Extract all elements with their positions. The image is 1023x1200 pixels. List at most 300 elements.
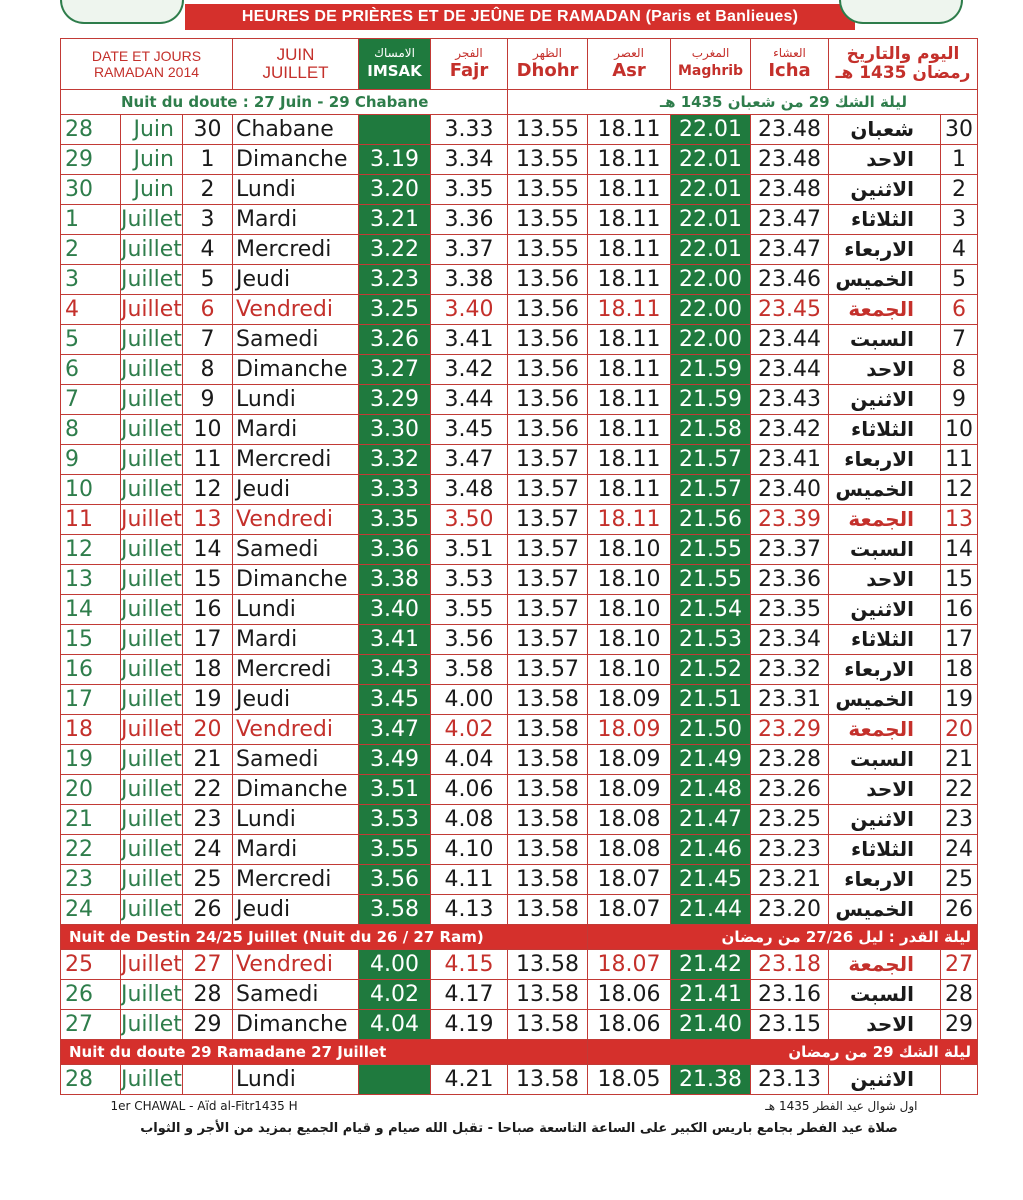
arabic-weekday-cell: الاربعاء <box>829 235 941 265</box>
day-number-cell: 28 <box>183 980 233 1010</box>
dhohr-time-cell: 13.58 <box>508 1065 588 1095</box>
icha-time-cell: 23.21 <box>751 865 829 895</box>
imsak-time-cell: 3.30 <box>359 415 431 445</box>
asr-time-cell: 18.11 <box>588 235 671 265</box>
imsak-time-cell: 3.43 <box>359 655 431 685</box>
table-row <box>61 895 978 925</box>
table-row <box>61 980 978 1010</box>
arabic-day-number-cell: 19 <box>941 685 978 715</box>
weekday-cell: Mardi <box>233 625 359 655</box>
icha-time-cell: 23.36 <box>751 565 829 595</box>
month-cell: Juillet <box>121 235 183 265</box>
ramadan-day-cell: 28 <box>61 1065 121 1095</box>
fajr-time-cell: 4.06 <box>431 775 508 805</box>
imsak-time-cell: 3.41 <box>359 625 431 655</box>
asr-time-cell: 18.10 <box>588 655 671 685</box>
month-cell: Juillet <box>121 505 183 535</box>
maghrib-time-cell: 21.55 <box>671 565 751 595</box>
month-cell: Juillet <box>121 475 183 505</box>
arabic-day-number-cell: 7 <box>941 325 978 355</box>
icha-time-cell: 23.44 <box>751 325 829 355</box>
imsak-time-cell: 3.21 <box>359 205 431 235</box>
icha-time-cell: 23.42 <box>751 415 829 445</box>
arabic-day-number-cell: 9 <box>941 385 978 415</box>
month-cell: Juillet <box>121 1065 183 1095</box>
maghrib-time-cell: 21.57 <box>671 475 751 505</box>
maghrib-time-cell: 22.00 <box>671 325 751 355</box>
day-number-cell: 30 <box>183 115 233 145</box>
doubt-note-fr: Nuit du doute : 27 Juin - 29 Chabane <box>61 90 508 115</box>
imsak-time-cell <box>359 115 431 145</box>
arabic-weekday-cell: الاحد <box>829 145 941 175</box>
dhohr-time-cell: 13.55 <box>508 205 588 235</box>
prayer-schedule-table <box>60 38 978 1139</box>
doubt-banner-ar: ليلة الشك 29 من رمضان <box>588 1040 978 1065</box>
imsak-time-cell: 3.29 <box>359 385 431 415</box>
asr-time-cell: 18.11 <box>588 175 671 205</box>
imsak-time-cell: 3.19 <box>359 145 431 175</box>
arabic-day-number-cell: 5 <box>941 265 978 295</box>
fajr-time-cell: 3.34 <box>431 145 508 175</box>
maghrib-time-cell: 21.52 <box>671 655 751 685</box>
imsak-time-cell: 3.58 <box>359 895 431 925</box>
maghrib-time-cell: 21.50 <box>671 715 751 745</box>
table-row <box>61 235 978 265</box>
day-number-cell: 8 <box>183 355 233 385</box>
destiny-banner-fr: Nuit de Destin 24/25 Juillet (Nuit du 26 / 27 Ram) <box>61 925 588 950</box>
day-number-cell: 3 <box>183 205 233 235</box>
weekday-cell: Vendredi <box>233 505 359 535</box>
icha-time-cell: 23.46 <box>751 265 829 295</box>
icha-time-cell: 23.45 <box>751 295 829 325</box>
table-row <box>61 950 978 980</box>
arabic-day-number-cell: 1 <box>941 145 978 175</box>
dhohr-time-cell: 13.55 <box>508 175 588 205</box>
weekday-cell: Dimanche <box>233 775 359 805</box>
imsak-time-cell: 3.20 <box>359 175 431 205</box>
weekday-cell: Dimanche <box>233 565 359 595</box>
asr-time-cell: 18.11 <box>588 145 671 175</box>
table-row <box>61 355 978 385</box>
month-cell: Juillet <box>121 205 183 235</box>
weekday-cell: Mercredi <box>233 655 359 685</box>
weekday-cell: Mardi <box>233 205 359 235</box>
ramadan-day-cell: 13 <box>61 565 121 595</box>
arabic-weekday-cell: الاثنين <box>829 1065 941 1095</box>
asr-time-cell: 18.08 <box>588 805 671 835</box>
imsak-time-cell: 4.04 <box>359 1010 431 1040</box>
dhohr-time-cell: 13.55 <box>508 235 588 265</box>
asr-time-cell: 18.07 <box>588 950 671 980</box>
ramadan-day-cell: 5 <box>61 325 121 355</box>
table-row <box>61 415 978 445</box>
maghrib-time-cell: 22.01 <box>671 145 751 175</box>
month-cell: Juin <box>121 175 183 205</box>
arabic-day-number-cell: 2 <box>941 175 978 205</box>
table-row <box>61 145 978 175</box>
fajr-time-cell: 4.00 <box>431 685 508 715</box>
dhohr-time-cell: 13.57 <box>508 595 588 625</box>
dhohr-time-cell: 13.58 <box>508 835 588 865</box>
ramadan-day-cell: 10 <box>61 475 121 505</box>
weekday-cell: Samedi <box>233 325 359 355</box>
destiny-night-banner <box>61 925 978 950</box>
weekday-cell: Vendredi <box>233 950 359 980</box>
asr-time-cell: 18.08 <box>588 835 671 865</box>
day-number-cell: 7 <box>183 325 233 355</box>
month-cell: Juillet <box>121 775 183 805</box>
fajr-time-cell: 3.33 <box>431 115 508 145</box>
fajr-time-cell: 4.15 <box>431 950 508 980</box>
imsak-time-cell: 4.00 <box>359 950 431 980</box>
arabic-day-number-cell: 21 <box>941 745 978 775</box>
arabic-weekday-cell: الثلاثاء <box>829 205 941 235</box>
maghrib-time-cell: 22.00 <box>671 265 751 295</box>
table-row <box>61 685 978 715</box>
icha-time-cell: 23.48 <box>751 145 829 175</box>
imsak-time-cell: 3.53 <box>359 805 431 835</box>
month-cell: Juillet <box>121 295 183 325</box>
maghrib-header: المغرب Maghrib <box>671 39 751 90</box>
weekday-cell: Lundi <box>233 175 359 205</box>
asr-time-cell: 18.11 <box>588 415 671 445</box>
asr-time-cell: 18.09 <box>588 745 671 775</box>
weekday-cell: Jeudi <box>233 685 359 715</box>
icha-time-cell: 23.26 <box>751 775 829 805</box>
ramadan-day-cell: 25 <box>61 950 121 980</box>
icha-time-cell: 23.28 <box>751 745 829 775</box>
arabic-weekday-cell: الاثنين <box>829 805 941 835</box>
dhohr-time-cell: 13.57 <box>508 655 588 685</box>
day-number-cell: 22 <box>183 775 233 805</box>
maghrib-time-cell: 21.53 <box>671 625 751 655</box>
icha-time-cell: 23.20 <box>751 895 829 925</box>
dhohr-time-cell: 13.58 <box>508 865 588 895</box>
maghrib-time-cell: 21.46 <box>671 835 751 865</box>
maghrib-time-cell: 21.48 <box>671 775 751 805</box>
imsak-time-cell: 3.22 <box>359 235 431 265</box>
arabic-day-number-cell: 23 <box>941 805 978 835</box>
asr-time-cell: 18.10 <box>588 565 671 595</box>
day-number-cell: 25 <box>183 865 233 895</box>
asr-time-cell: 18.11 <box>588 265 671 295</box>
dhohr-time-cell: 13.56 <box>508 385 588 415</box>
day-number-cell: 21 <box>183 745 233 775</box>
fajr-time-cell: 4.02 <box>431 715 508 745</box>
icha-time-cell: 23.40 <box>751 475 829 505</box>
maghrib-time-cell: 21.42 <box>671 950 751 980</box>
arabic-weekday-cell: الاحد <box>829 355 941 385</box>
table-row <box>61 595 978 625</box>
dhohr-time-cell: 13.57 <box>508 565 588 595</box>
dhohr-time-cell: 13.58 <box>508 745 588 775</box>
table-row <box>61 535 978 565</box>
maghrib-time-cell: 21.56 <box>671 505 751 535</box>
fajr-time-cell: 3.37 <box>431 235 508 265</box>
arabic-day-number-cell: 25 <box>941 865 978 895</box>
ramadan-day-cell: 11 <box>61 505 121 535</box>
arabic-weekday-cell: الجمعة <box>829 295 941 325</box>
day-number-cell: 16 <box>183 595 233 625</box>
table-row <box>61 565 978 595</box>
asr-time-cell: 18.11 <box>588 295 671 325</box>
eid-prayer-footer <box>61 1117 978 1139</box>
arabic-weekday-cell: الاربعاء <box>829 445 941 475</box>
arabic-weekday-cell: شعبان <box>829 115 941 145</box>
chawal-ar: اول شوال عيد الفطر 1435 هـ <box>765 1099 918 1113</box>
asr-time-cell: 18.09 <box>588 775 671 805</box>
asr-time-cell: 18.11 <box>588 115 671 145</box>
fajr-time-cell: 4.04 <box>431 745 508 775</box>
maghrib-time-cell: 21.55 <box>671 535 751 565</box>
asr-time-cell: 18.11 <box>588 385 671 415</box>
imsak-time-cell: 3.49 <box>359 745 431 775</box>
month-cell: Juillet <box>121 1010 183 1040</box>
icha-time-cell: 23.44 <box>751 355 829 385</box>
month-cell: Juillet <box>121 355 183 385</box>
fajr-time-cell: 3.48 <box>431 475 508 505</box>
fajr-time-cell: 3.56 <box>431 625 508 655</box>
weekday-cell: Lundi <box>233 595 359 625</box>
imsak-time-cell: 4.02 <box>359 980 431 1010</box>
fajr-time-cell: 3.45 <box>431 415 508 445</box>
arabic-weekday-cell: الخميس <box>829 685 941 715</box>
fajr-time-cell: 3.53 <box>431 565 508 595</box>
fajr-time-cell: 3.47 <box>431 445 508 475</box>
weekday-cell: Dimanche <box>233 355 359 385</box>
ramadan-day-cell: 12 <box>61 535 121 565</box>
weekday-cell: Lundi <box>233 1065 359 1095</box>
dhohr-time-cell: 13.58 <box>508 950 588 980</box>
arabic-weekday-cell: الخميس <box>829 475 941 505</box>
dhohr-time-cell: 13.58 <box>508 715 588 745</box>
table-row <box>61 835 978 865</box>
weekday-cell: Lundi <box>233 805 359 835</box>
maghrib-time-cell: 21.40 <box>671 1010 751 1040</box>
ramadan-day-cell: 4 <box>61 295 121 325</box>
weekday-cell: Vendredi <box>233 715 359 745</box>
maghrib-time-cell: 22.01 <box>671 235 751 265</box>
day-number-cell: 27 <box>183 950 233 980</box>
icha-time-cell: 23.35 <box>751 595 829 625</box>
month-cell: Juillet <box>121 865 183 895</box>
fajr-time-cell: 3.51 <box>431 535 508 565</box>
dhohr-time-cell: 13.56 <box>508 325 588 355</box>
imsak-time-cell: 3.25 <box>359 295 431 325</box>
weekday-cell: Jeudi <box>233 895 359 925</box>
weekday-cell: Mercredi <box>233 235 359 265</box>
icha-time-cell: 23.25 <box>751 805 829 835</box>
arabic-weekday-cell: الاثنين <box>829 385 941 415</box>
icha-time-cell: 23.39 <box>751 505 829 535</box>
asr-time-cell: 18.11 <box>588 205 671 235</box>
arabic-weekday-cell: السبت <box>829 535 941 565</box>
page-title: HEURES DE PRIÈRES ET DE JEÛNE DE RAMADAN (Paris et Banlieues) <box>185 4 855 30</box>
dhohr-time-cell: 13.56 <box>508 355 588 385</box>
ramadan-day-cell: 27 <box>61 1010 121 1040</box>
arabic-day-number-cell: 11 <box>941 445 978 475</box>
fajr-time-cell: 4.13 <box>431 895 508 925</box>
day-number-cell: 5 <box>183 265 233 295</box>
day-number-cell: 19 <box>183 685 233 715</box>
imsak-time-cell: 3.35 <box>359 505 431 535</box>
ramadan-day-cell: 16 <box>61 655 121 685</box>
fajr-time-cell: 4.08 <box>431 805 508 835</box>
arabic-day-number-cell: 27 <box>941 950 978 980</box>
day-number-cell: 18 <box>183 655 233 685</box>
doubt-banner-fr: Nuit du doute 29 Ramadane 27 Juillet <box>61 1040 588 1065</box>
doubt-night-banner <box>61 1040 978 1065</box>
imsak-time-cell: 3.55 <box>359 835 431 865</box>
arabic-weekday-cell: الجمعة <box>829 505 941 535</box>
month-cell: Juillet <box>121 265 183 295</box>
month-cell: Juillet <box>121 895 183 925</box>
table-row <box>61 865 978 895</box>
fajr-time-cell: 3.58 <box>431 655 508 685</box>
ramadan-day-cell: 23 <box>61 865 121 895</box>
imsak-header: الامساك IMSAK <box>359 39 431 90</box>
table-row <box>61 175 978 205</box>
dhohr-time-cell: 13.57 <box>508 505 588 535</box>
arabic-weekday-cell: الثلاثاء <box>829 415 941 445</box>
weekday-cell: Samedi <box>233 535 359 565</box>
arabic-day-number-cell: 8 <box>941 355 978 385</box>
day-number-cell: 15 <box>183 565 233 595</box>
table-row <box>61 205 978 235</box>
asr-time-cell: 18.11 <box>588 355 671 385</box>
arabic-weekday-cell: السبت <box>829 325 941 355</box>
weekday-cell: Mercredi <box>233 865 359 895</box>
maghrib-time-cell: 21.41 <box>671 980 751 1010</box>
icha-time-cell: 23.41 <box>751 445 829 475</box>
arabic-day-number-cell: 18 <box>941 655 978 685</box>
fajr-time-cell: 3.40 <box>431 295 508 325</box>
chawal-footer <box>61 1095 978 1118</box>
weekday-cell: Jeudi <box>233 475 359 505</box>
dhohr-time-cell: 13.55 <box>508 115 588 145</box>
day-number-cell: 24 <box>183 835 233 865</box>
dhohr-time-cell: 13.58 <box>508 685 588 715</box>
arabic-day-number-cell: 12 <box>941 475 978 505</box>
maghrib-time-cell: 21.59 <box>671 385 751 415</box>
fajr-time-cell: 4.19 <box>431 1010 508 1040</box>
arabic-weekday-cell: الجمعة <box>829 715 941 745</box>
arabic-day-number-cell: 6 <box>941 295 978 325</box>
icha-time-cell: 23.32 <box>751 655 829 685</box>
ramadan-day-cell: 14 <box>61 595 121 625</box>
imsak-time-cell: 3.23 <box>359 265 431 295</box>
ramadan-day-cell: 17 <box>61 685 121 715</box>
asr-time-cell: 18.11 <box>588 445 671 475</box>
fajr-time-cell: 3.41 <box>431 325 508 355</box>
table-row <box>61 655 978 685</box>
day-number-cell: 17 <box>183 625 233 655</box>
arabic-day-number-cell <box>941 1065 978 1095</box>
weekday-cell: Mardi <box>233 415 359 445</box>
month-cell: Juillet <box>121 625 183 655</box>
arabic-weekday-cell: الاحد <box>829 775 941 805</box>
fajr-header: الفجر Fajr <box>431 39 508 90</box>
ramadan-day-cell: 3 <box>61 265 121 295</box>
table-row <box>61 625 978 655</box>
dhohr-time-cell: 13.56 <box>508 295 588 325</box>
month-cell: Juin <box>121 115 183 145</box>
arabic-day-number-cell: 4 <box>941 235 978 265</box>
arabic-day-number-cell: 17 <box>941 625 978 655</box>
arabic-weekday-cell: الاثنين <box>829 175 941 205</box>
day-number-cell: 12 <box>183 475 233 505</box>
asr-header: العصر Asr <box>588 39 671 90</box>
arabic-weekday-cell: الجمعة <box>829 950 941 980</box>
ramadan-day-cell: 18 <box>61 715 121 745</box>
icha-time-cell: 23.23 <box>751 835 829 865</box>
icha-time-cell: 23.31 <box>751 685 829 715</box>
day-number-cell: 20 <box>183 715 233 745</box>
arabic-weekday-cell: الثلاثاء <box>829 835 941 865</box>
asr-time-cell: 18.10 <box>588 535 671 565</box>
ramadan-day-cell: 6 <box>61 355 121 385</box>
month-cell: Juillet <box>121 715 183 745</box>
eid-prayer-note: صلاة عيد الفطر بجامع باريس الكبير على الساعة التاسعة صباحا - تقبل الله صيام و قيام الجميع بمزيد من الأجر و الثواب <box>140 1120 898 1136</box>
table-row <box>61 475 978 505</box>
dhohr-time-cell: 13.58 <box>508 980 588 1010</box>
day-number-cell: 6 <box>183 295 233 325</box>
asr-time-cell: 18.11 <box>588 505 671 535</box>
imsak-time-cell <box>359 1065 431 1095</box>
arabic-day-number-cell: 29 <box>941 1010 978 1040</box>
month-cell: Juillet <box>121 595 183 625</box>
icha-time-cell: 23.48 <box>751 175 829 205</box>
icha-time-cell: 23.47 <box>751 205 829 235</box>
day-number-cell: 23 <box>183 805 233 835</box>
month-cell: Juillet <box>121 565 183 595</box>
fajr-time-cell: 4.11 <box>431 865 508 895</box>
imsak-time-cell: 3.33 <box>359 475 431 505</box>
fajr-time-cell: 3.44 <box>431 385 508 415</box>
table-row <box>61 805 978 835</box>
table-row <box>61 745 978 775</box>
table-row <box>61 265 978 295</box>
month-cell: Juillet <box>121 415 183 445</box>
fajr-time-cell: 4.10 <box>431 835 508 865</box>
imsak-time-cell: 3.40 <box>359 595 431 625</box>
dhohr-time-cell: 13.58 <box>508 1010 588 1040</box>
dhohr-time-cell: 13.58 <box>508 805 588 835</box>
month-cell: Juillet <box>121 980 183 1010</box>
day-number-cell: 1 <box>183 145 233 175</box>
asr-time-cell: 18.07 <box>588 865 671 895</box>
ramadan-day-cell: 8 <box>61 415 121 445</box>
arabic-date-header: اليوم والتاريخ رمضان 1435 هـ <box>829 39 978 90</box>
table-row <box>61 1010 978 1040</box>
icha-time-cell: 23.15 <box>751 1010 829 1040</box>
weekday-cell: Lundi <box>233 385 359 415</box>
day-number-cell: 29 <box>183 1010 233 1040</box>
day-number-cell: 2 <box>183 175 233 205</box>
fajr-time-cell: 3.35 <box>431 175 508 205</box>
table-row <box>61 1065 978 1095</box>
maghrib-time-cell: 21.44 <box>671 895 751 925</box>
logo-right <box>839 0 963 24</box>
table-header <box>61 39 978 90</box>
imsak-time-cell: 3.51 <box>359 775 431 805</box>
maghrib-time-cell: 21.51 <box>671 685 751 715</box>
table-row <box>61 715 978 745</box>
asr-time-cell: 18.05 <box>588 1065 671 1095</box>
maghrib-time-cell: 21.58 <box>671 415 751 445</box>
icha-time-cell: 23.16 <box>751 980 829 1010</box>
maghrib-time-cell: 21.57 <box>671 445 751 475</box>
